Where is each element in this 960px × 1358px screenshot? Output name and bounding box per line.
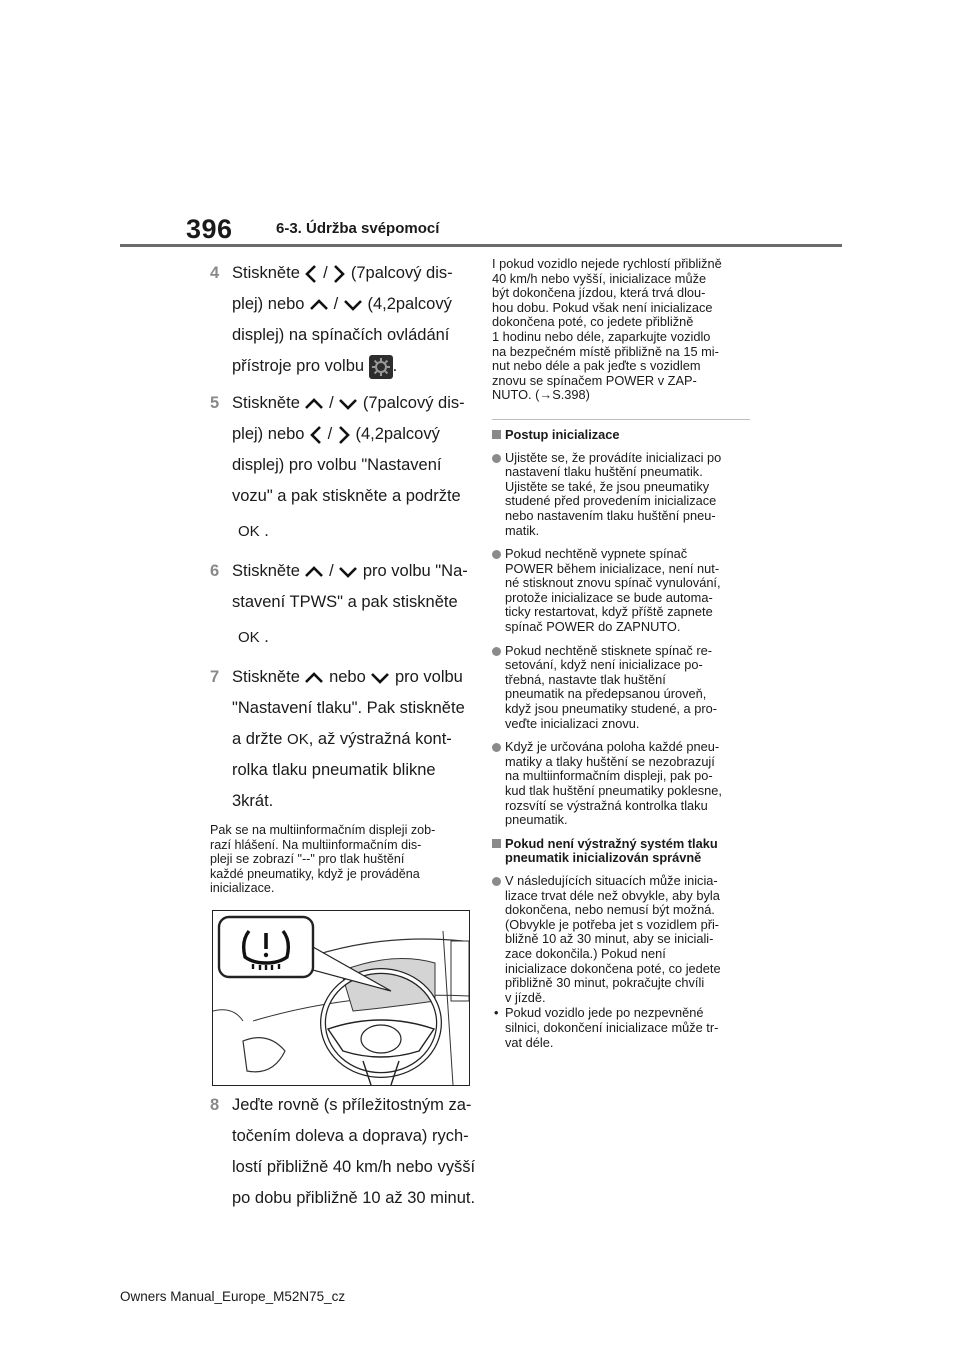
step-number: 8 <box>210 1095 220 1114</box>
footer-text: Owners Manual_Europe_M52N75_cz <box>120 1289 346 1304</box>
settings-gear-icon <box>369 355 393 379</box>
step-number: 6 <box>210 562 220 580</box>
header-rule <box>120 244 842 247</box>
step-5: 5 Stiskněte / (7palcový dis- plej) nebo / (4,2palcový displej) pro volbu "Nastavení vozu" a pak stiskněte a podržte OK . <box>210 388 472 550</box>
init-procedure-heading: Postup inicializace <box>492 428 750 443</box>
chevron-left-icon <box>304 264 318 284</box>
step-4: 4 Stiskněte / (7palcový dis- plej) nebo / (4,2palcový displej) na spínačích ovládání přístroje pro volbu . <box>210 258 472 382</box>
page-number: 396 <box>186 214 233 244</box>
chevron-down-icon <box>338 565 358 579</box>
step-number: 5 <box>210 394 220 412</box>
chevron-down-icon <box>343 298 363 312</box>
bullet-dot-icon <box>492 877 501 886</box>
init-bullet-3: Pokud nechtěně stisknete spínač re- setování, když není inicializace po- třebná, nastavte tlak huštění pneumatik na předepsanou úroveň, když jsou pneumatiky studené, a pro- veďte inicializaci znovu. <box>492 644 750 732</box>
dashboard-drawing <box>213 911 469 1085</box>
bullet-dot-icon <box>492 647 501 656</box>
step-number: 4 <box>210 264 220 282</box>
section-title: 6-3. Údržba svépomocí <box>276 220 440 237</box>
chevron-up-icon <box>304 397 324 411</box>
intro-paragraph: I pokud vozidlo nejede rychlostí přibližně 40 km/h nebo vyšší, inicializace může být dokončena jízdou, která trvá dlou- hou dobu. Pokud však není inicializace dokončena poté, co jedete přibližně 1 hodinu nebo déle, zaparkujte vozidlo na bezpečném místě přibližně na 15 mi- nut nebo déle a pak jeďte s vozidlem znovu se spínačem POWER v ZAP- NUTO. (→S.398) <box>492 256 722 403</box>
init-bullet-4: Když je určována poloha každé pneu- matiky a tlaky huštění se nezobrazují na multiinformačním displeji, pak po- kud tlak huštění pneumatiky poklesne, rozsvítí se výstražná kontrolka tlaku pneumatik. <box>492 740 750 828</box>
sub-bullet-mark: • <box>494 1005 499 1021</box>
init-bullet-1: Ujistěte se, že provádíte inicializaci po nastavení tlaku huštění pneumatik. Ujistěte se také, že jsou pneumatiky studené před provedením inicializace nebo nastavením tlaku huštění pneu- matik. <box>492 451 750 539</box>
init-failure-heading: Pokud není výstražný systém tlaku pneumatik inicializován správně <box>492 837 750 866</box>
chevron-down-icon <box>338 397 358 411</box>
chevron-right-icon <box>337 425 351 445</box>
left-column <box>210 258 476 1220</box>
step-6: 6 Stiskněte / pro volbu "Na- stavení TPWS" a pak stiskněte OK . <box>210 556 472 656</box>
ok-button-symbol: OK <box>238 629 260 646</box>
bullet-dot-icon <box>492 454 501 463</box>
right-column <box>492 257 750 1050</box>
failure-sub-bullet-1: • Pokud vozidlo jede po nezpevněné silnici, dokončení inicializace může tr- vat déle. <box>494 1005 719 1050</box>
chevron-left-icon <box>309 425 323 445</box>
chevron-up-icon <box>309 298 329 312</box>
chevron-up-icon <box>304 671 324 685</box>
failure-bullet-1: V následujících situacích může inicia- lizace trvat déle než obvykle, aby byla dokončena, nebo nemusí být možná. (Obvykle je potřeba jet s vozidlem při- bližně 10 až 30 minut, aby se iniciali- zace dokončila.) Pokud není inicializace dokončena poté, co jedete přibližně 30 minut, pokračujte chvíli v jízdě. <box>492 874 750 1005</box>
ok-button-symbol: OK <box>287 731 309 748</box>
step-number: 7 <box>210 668 220 686</box>
chevron-right-icon <box>332 264 346 284</box>
section-divider <box>492 419 750 420</box>
section-square-icon <box>492 430 501 439</box>
bullet-dot-icon <box>492 550 501 559</box>
init-bullet-2: Pokud nechtěně vypnete spínač POWER během inicializace, není nut- né stisknout znovu spínač vynulování, protože inicializace se bude automa- ticky restartovat, když příště zapnete spínač POWER do ZAPNUTO. <box>492 547 750 635</box>
chevron-up-icon <box>304 565 324 579</box>
note-after-step-7: Pak se na multiinformačním displeji zob- razí hlášení. Na multiinformačním dis- pleji se zobrazí "--" pro tlak huštění každé pneumatiky, když je prováděna inicializace. <box>210 823 436 895</box>
step-7: 7 Stiskněte nebo pro volbu "Nastavení tlaku". Pak stiskněte a držte OK, až výstražná kont- rolka tlaku pneumatik blikne 3krát. <box>210 662 472 817</box>
chevron-down-icon <box>370 671 390 685</box>
bullet-dot-icon <box>492 743 501 752</box>
dashboard-illustration <box>212 910 470 1086</box>
section-square-icon <box>492 839 501 848</box>
step-8: 8 Jeďte rovně (s příležitostným za- točením doleva a doprava) rych- lostí přibližně 40 km/h nebo vyšší po dobu přibližně 10 až 30 minut. <box>210 1090 472 1214</box>
ok-button-symbol: OK <box>238 523 260 540</box>
